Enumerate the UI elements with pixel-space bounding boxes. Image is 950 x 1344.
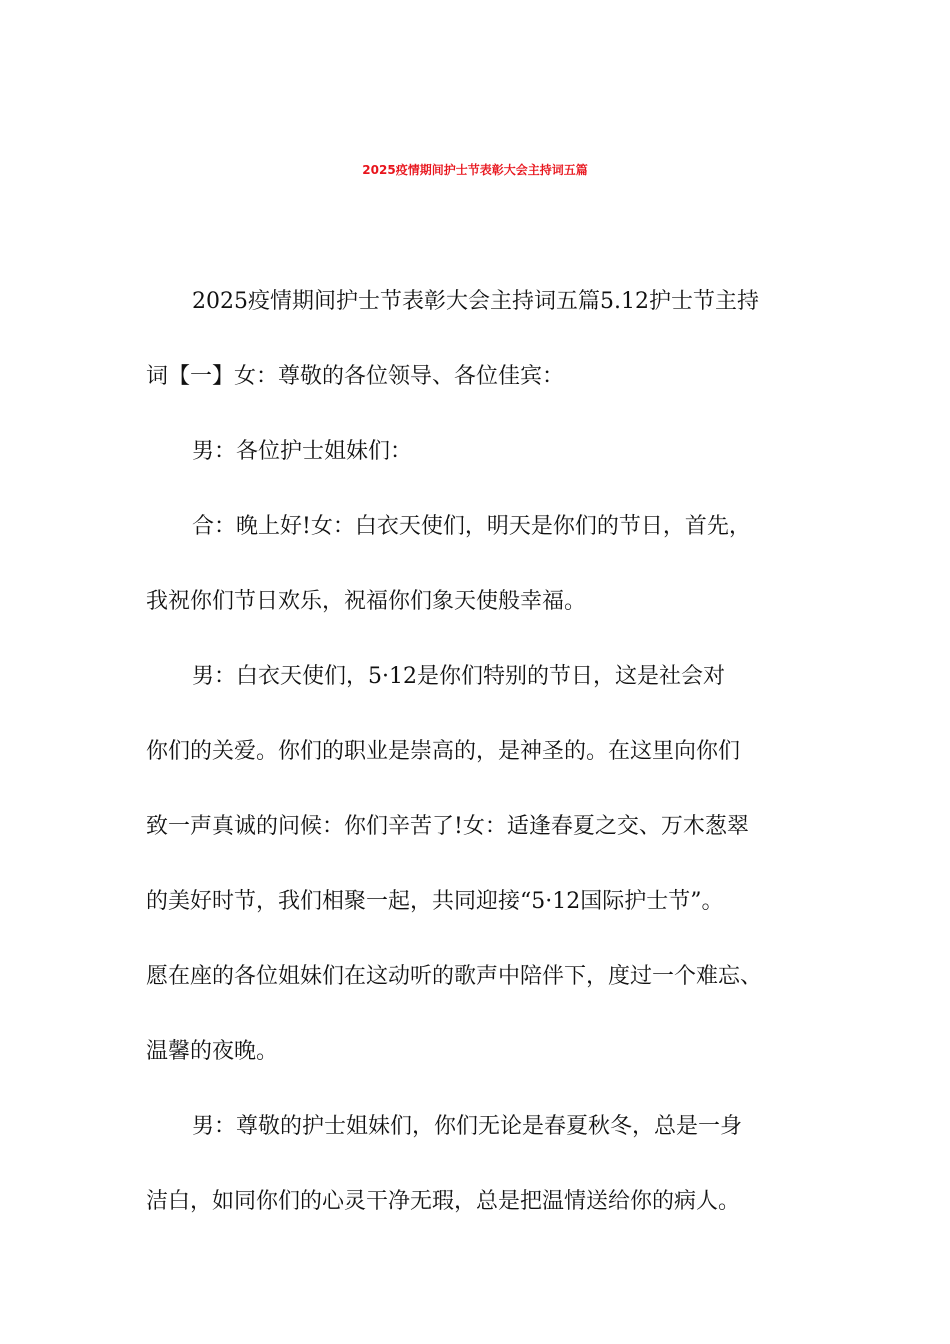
paragraph-line-6: 男：白衣天使们，5·12是你们特别的节日，这是社会对 — [192, 664, 725, 689]
document-title: 2025疫情期间护士节表彰大会主持词五篇 — [362, 163, 588, 177]
paragraph-line-12: 男：尊敬的护士姐妹们，你们无论是春夏秋冬，总是一身 — [192, 1114, 743, 1139]
paragraph-line-4: 合：晚上好!女：白衣天使们，明天是你们的节日，首先， — [192, 514, 751, 539]
paragraph-line-5: 我祝你们节日欢乐，祝福你们象天使般幸福。 — [146, 589, 587, 614]
paragraph-line-7: 你们的关爱。你们的职业是崇高的，是神圣的。在这里向你们 — [146, 739, 741, 764]
paragraph-line-8: 致一声真诚的问候：你们辛苦了!女：适逢春夏之交、万木葱翠 — [146, 814, 749, 839]
paragraph-line-9: 的美好时节，我们相聚一起，共同迎接“5·12国际护士节”。 — [146, 889, 724, 914]
paragraph-line-10: 愿在座的各位姐妹们在这动听的歌声中陪伴下，度过一个难忘、 — [146, 964, 763, 989]
paragraph-line-13: 洁白，如同你们的心灵干净无瑕，总是把温情送给你的病人。 — [146, 1189, 741, 1214]
paragraph-line-2: 词【一】女：尊敬的各位领导、各位佳宾： — [146, 364, 565, 389]
paragraph-line-3: 男：各位护士姐妹们： — [192, 439, 413, 464]
paragraph-line-11: 温馨的夜晚。 — [146, 1039, 279, 1064]
paragraph-line-1: 2025疫情期间护士节表彰大会主持词五篇5.12护士节主持 — [192, 289, 759, 314]
